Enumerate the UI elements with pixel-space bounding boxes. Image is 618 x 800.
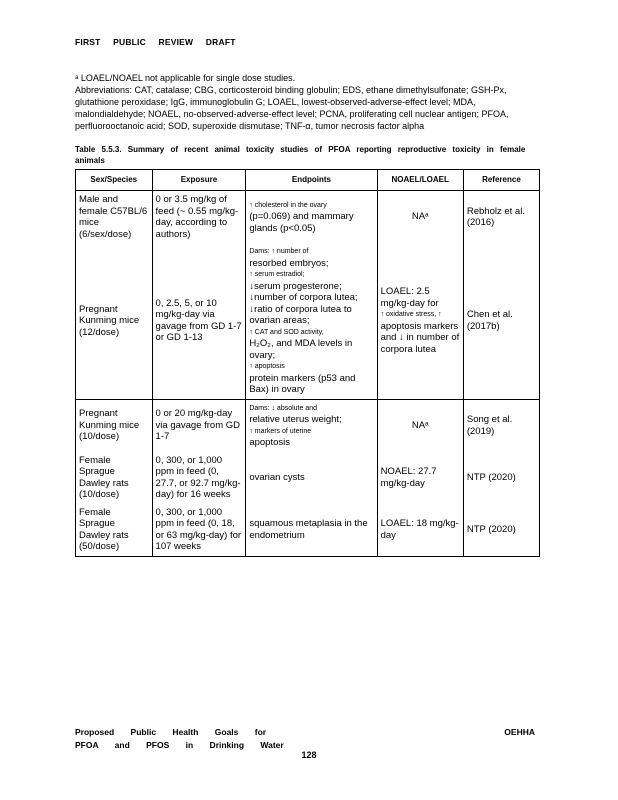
endpoint-small: ↑ apoptosis xyxy=(249,363,285,370)
cell-reference: NTP (2020) xyxy=(463,504,539,557)
footer-line-1: Proposed Public Health Goals for xyxy=(75,727,267,737)
endpoint-dams: Dams: ↑ number of xyxy=(249,248,309,255)
cell-reference: Song et al. (2019) xyxy=(463,399,539,452)
cell-noael: NAᵃ xyxy=(377,191,463,244)
footer-agency: OEHHA xyxy=(504,727,535,737)
cell-endpoints xyxy=(246,399,377,452)
cell-exposure: 0, 300, or 1,000 ppm in feed (0, 27.7, or 92.7 mg/kg-day) for 16 weeks xyxy=(152,452,246,504)
cell-species: Pregnant Kunming mice (12/dose) xyxy=(76,243,153,399)
footer-line-2: PFOA and PFOS in Drinking Water xyxy=(75,740,284,750)
page-footer xyxy=(75,726,545,752)
cell-exposure: 0 or 3.5 mg/kg of feed (~ 0.55 mg/kg-day, according to authors) xyxy=(152,191,246,244)
endpoint-text: resorbed embryos; xyxy=(249,257,329,269)
footnote: ᵃ LOAEL/NOAEL not applicable for single dose studies. xyxy=(75,73,296,83)
table-row xyxy=(76,504,540,557)
endpoint-text: apoptosis xyxy=(249,437,290,448)
endpoint-text: (p=0.069) and mammary glands (p<0.05) xyxy=(249,211,354,234)
cell-species: Female Sprague Dawley rats (10/dose) xyxy=(76,452,153,504)
cell-reference: Chen et al. (2017b) xyxy=(463,243,539,399)
endpoint-small: ↑ cholesterol in the ovary xyxy=(249,201,327,209)
table-row xyxy=(76,399,540,452)
noael-text: apoptosis markers and ↓ in number of corpora lutea xyxy=(380,320,460,355)
cell-endpoints: ovarian cysts xyxy=(246,452,377,504)
endpoint-small: ↑ serum estradiol; xyxy=(249,271,305,278)
toxicity-table xyxy=(75,169,540,557)
abbreviations: Abbreviations: CAT, catalase; CBG, corticosteroid binding globulin; EDS, ethane dimethylsulfonate; GSH-Px, glutathione peroxidase; IgG, immunoglobulin G; LOAEL, lowest-observed-adverse-effect level; MDA, malondialdehyde; NOAEL, no-observed-adverse-effect level; PCNA, proliferating cell nuclear antigen; PFOA, perfluorooctanoic acid; SOD, superoxide dismutase; TNF-α, tumor necrosis factor alpha xyxy=(75,85,509,131)
table-row xyxy=(76,452,540,504)
cell-noael: LOAEL: 18 mg/kg-day xyxy=(377,504,463,557)
noael-small: ↑ oxidative stress, ↑ xyxy=(380,311,442,319)
col-header-species: Sex/Species xyxy=(76,170,153,191)
table-row xyxy=(76,191,540,244)
col-header-noael: NOAEL/LOAEL xyxy=(377,170,463,191)
col-header-reference: Reference xyxy=(463,170,539,191)
draft-header: FIRST PUBLIC REVIEW DRAFT xyxy=(75,37,236,47)
cell-species: Female Sprague Dawley rats (50/dose) xyxy=(76,504,153,557)
table-header-row xyxy=(76,170,540,191)
cell-reference: Rebholz et al. (2016) xyxy=(463,191,539,244)
endpoint-text: ↓serum progesterone; ↓number of corpora lutea; ↓ratio of corpora lutea to ovarian areas; xyxy=(249,280,358,326)
cell-reference: NTP (2020) xyxy=(463,452,539,504)
cell-noael: NOAEL: 27.7 mg/kg-day xyxy=(377,452,463,504)
cell-noael xyxy=(377,243,463,399)
cell-exposure: 0, 2.5, 5, or 10 mg/kg-day via gavage from GD 1-7 or GD 1-13 xyxy=(152,243,246,399)
table-caption: Table 5.5.3. Summary of recent animal toxicity studies of PFOA reporting reproductive toxicity in female animals xyxy=(75,145,526,165)
cell-exposure: 0 or 20 mg/kg-day via gavage from GD 1-7 xyxy=(152,399,246,452)
endpoint-text: protein markers (p53 and Bax) in ovary xyxy=(249,372,356,395)
col-header-exposure: Exposure xyxy=(152,170,246,191)
endpoint-text: relative uterus weight; xyxy=(249,414,342,425)
cell-species: Pregnant Kunming mice (10/dose) xyxy=(76,399,153,452)
endpoint-dams: Dams: ↓ absolute and xyxy=(249,404,318,412)
cell-species: Male and female C57BL/6 mice (6/sex/dose) xyxy=(76,191,153,244)
page-number: 128 xyxy=(301,750,317,760)
col-header-endpoints: Endpoints xyxy=(246,170,377,191)
cell-noael: NAᵃ xyxy=(377,399,463,452)
endpoint-small: ↑ markers of uterine xyxy=(249,427,312,435)
table-row xyxy=(76,243,540,399)
table-notes xyxy=(75,72,545,132)
endpoint-text: H₂O₂, and MDA levels in ovary; xyxy=(249,338,353,361)
cell-endpoints: squamous metaplasia in the endometrium xyxy=(246,504,377,557)
cell-endpoints xyxy=(246,243,377,399)
noael-text: LOAEL: 2.5 mg/kg-day for xyxy=(380,286,439,309)
cell-exposure: 0, 300, or 1,000 ppm in feed (0, 18, or 63 mg/kg-day) for 107 weeks xyxy=(152,504,246,557)
cell-endpoints xyxy=(246,191,377,244)
endpoint-small: ↑ CAT and SOD activity, xyxy=(249,328,324,336)
